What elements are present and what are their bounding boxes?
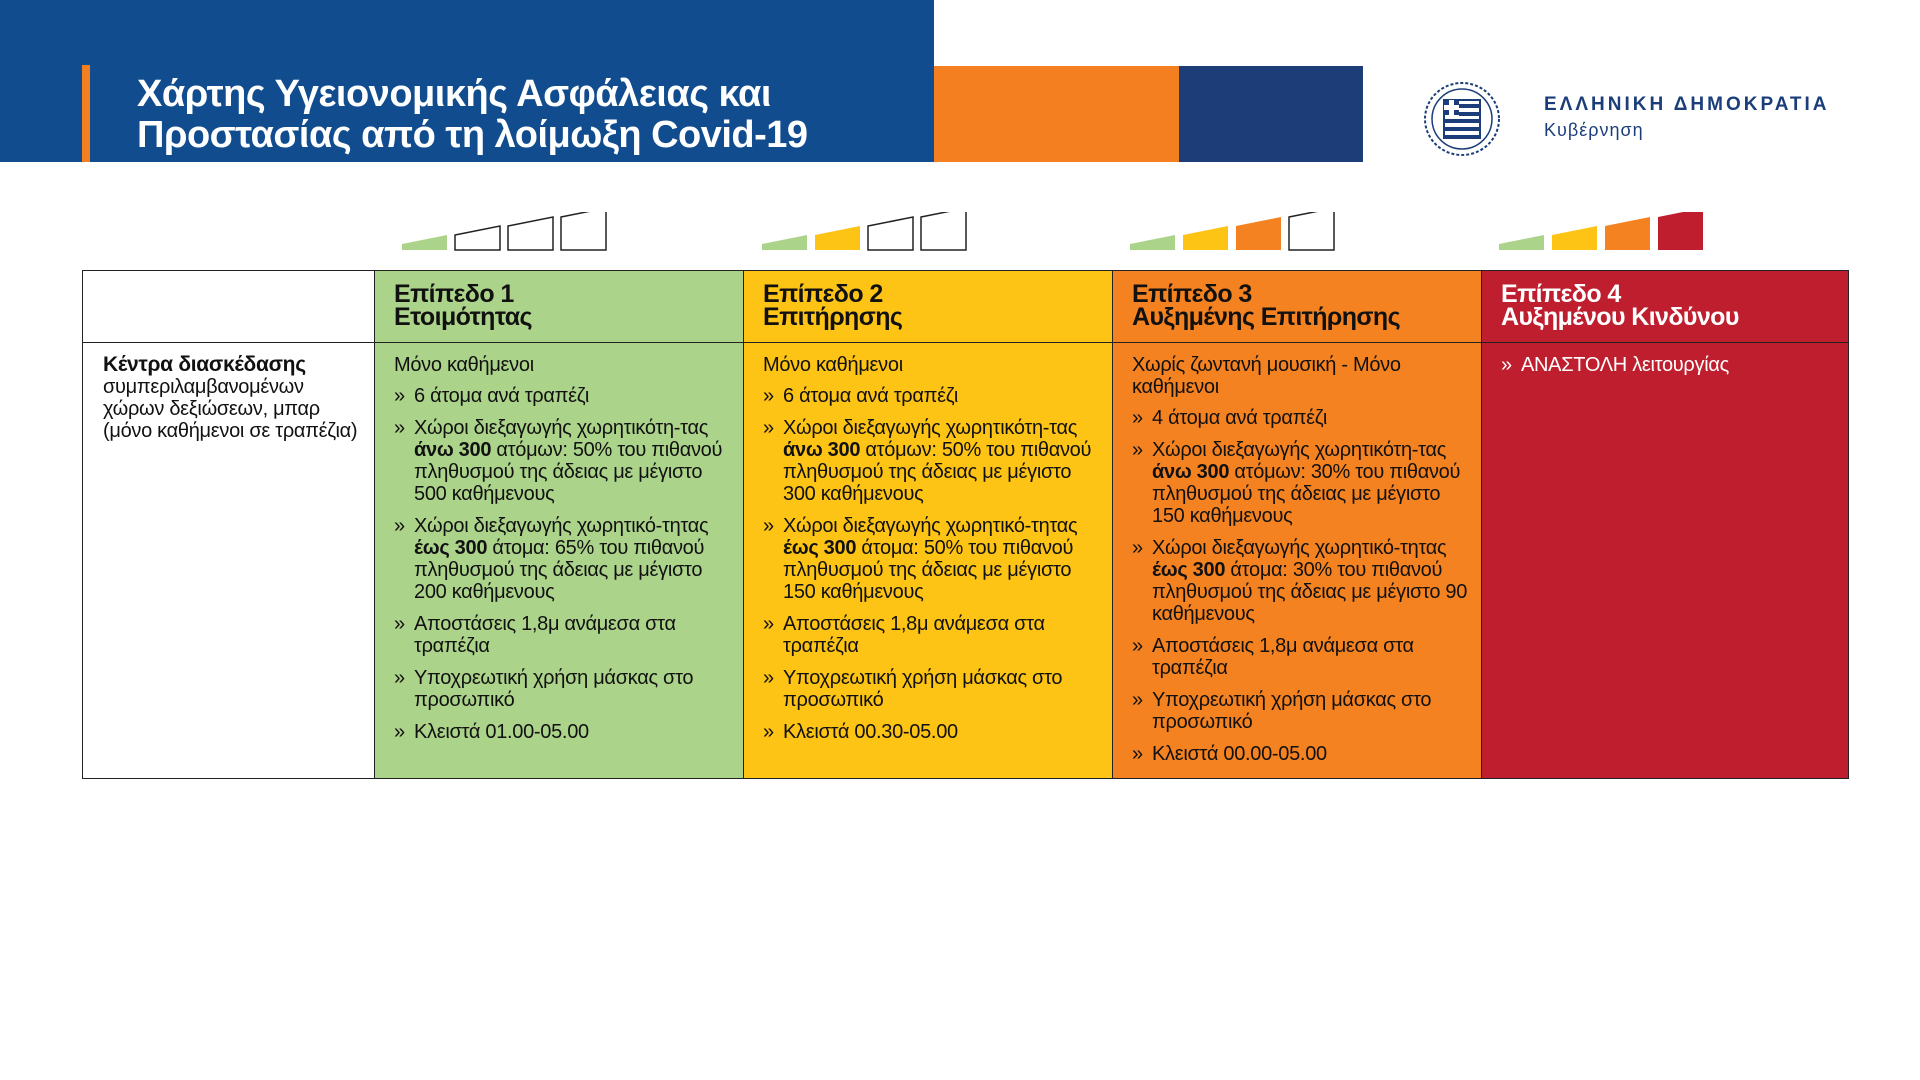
government-subtitle: Κυβέρνηση bbox=[1544, 120, 1644, 140]
level-4-column bbox=[1482, 271, 1848, 778]
indicator-step bbox=[1236, 217, 1281, 250]
level-indicator-svg bbox=[1497, 212, 1707, 252]
measure-item bbox=[1132, 689, 1471, 733]
measure-item bbox=[763, 667, 1102, 711]
measure-item bbox=[763, 721, 1102, 743]
level-subtitle: Επιτήρησης bbox=[763, 303, 903, 331]
measure-text: ΑΝΑΣΤΟΛΗ λειτουργίας bbox=[1521, 354, 1729, 376]
level-3-header bbox=[1113, 271, 1481, 343]
level-title: Επίπεδο 4 bbox=[1501, 280, 1621, 308]
bullet-icon: » bbox=[763, 515, 774, 537]
bullet-icon: » bbox=[763, 667, 774, 689]
level-4-header bbox=[1482, 271, 1848, 343]
level-2-header bbox=[744, 271, 1112, 343]
measure-text: Χώροι διεξαγωγής χωρητικό-τητας bbox=[783, 515, 1078, 537]
level-indicator-svg bbox=[400, 212, 610, 252]
bullet-icon: » bbox=[1132, 689, 1143, 711]
measure-emphasis: έως 300 bbox=[1152, 559, 1226, 581]
level-indicator-svg bbox=[1128, 212, 1338, 252]
category-title: Κέντρα διασκέδασης bbox=[103, 353, 306, 376]
measure-item bbox=[394, 417, 733, 505]
title-accent-bar bbox=[82, 65, 90, 162]
indicator-step bbox=[1552, 226, 1597, 250]
measure-emphasis: άνω 300 bbox=[783, 439, 861, 461]
measures-table bbox=[82, 270, 1849, 779]
measure-emphasis: άνω 300 bbox=[1152, 461, 1230, 483]
page-title-line1: Χάρτης Υγειονομικής Ασφάλειας και bbox=[137, 73, 771, 115]
bullet-icon: » bbox=[1132, 407, 1143, 429]
level-title: Επίπεδο 2 bbox=[763, 280, 883, 308]
level-1-measures bbox=[375, 343, 743, 743]
page-title bbox=[137, 74, 927, 156]
indicator-step bbox=[868, 217, 913, 250]
measure-text: Χώροι διεξαγωγής χωρητικότη-τας bbox=[1152, 439, 1447, 461]
measure-text: Κλειστά 00.30-05.00 bbox=[783, 721, 958, 743]
level-4-measures bbox=[1482, 343, 1848, 376]
level-subtitle: Αυξημένου Κινδύνου bbox=[1501, 303, 1739, 331]
measure-item bbox=[763, 385, 1102, 407]
bullet-icon: » bbox=[394, 721, 405, 743]
measure-text: Υποχρεωτική χρήση μάσκας στο προσωπικό bbox=[1152, 689, 1432, 733]
measure-item bbox=[1132, 407, 1471, 429]
indicator-step bbox=[921, 212, 966, 250]
bullet-icon: » bbox=[394, 613, 405, 635]
level-subtitle: Ετοιμότητας bbox=[394, 303, 532, 331]
level-1-column bbox=[375, 271, 744, 778]
level-2-measures bbox=[744, 343, 1112, 743]
measure-text: Υποχρεωτική χρήση μάσκας στο προσωπικό bbox=[783, 667, 1063, 711]
indicator-step bbox=[815, 226, 860, 250]
header-orange-block bbox=[934, 66, 1179, 162]
measure-item bbox=[1132, 439, 1471, 527]
measure-text: Χώροι διεξαγωγής χωρητικότη-τας bbox=[783, 417, 1078, 439]
level-2-column bbox=[744, 271, 1113, 778]
measure-item bbox=[763, 417, 1102, 505]
level-title: Επίπεδο 1 bbox=[394, 280, 514, 308]
measure-item bbox=[763, 613, 1102, 657]
indicator-step bbox=[1605, 217, 1650, 250]
measure-text: Χώροι διεξαγωγής χωρητικό-τητας bbox=[414, 515, 709, 537]
measure-item bbox=[394, 515, 733, 603]
measure-item bbox=[394, 385, 733, 407]
measure-item bbox=[394, 667, 733, 711]
bullet-icon: » bbox=[763, 385, 774, 407]
indicator-step bbox=[455, 226, 500, 250]
indicator-step bbox=[1658, 212, 1703, 250]
category-header-cell bbox=[83, 271, 374, 343]
measure-item bbox=[394, 613, 733, 657]
level-3-measures bbox=[1113, 343, 1481, 765]
indicator-step bbox=[1289, 212, 1334, 250]
bullet-icon: » bbox=[1132, 743, 1143, 765]
level-3-indicator bbox=[1128, 212, 1338, 252]
government-logo bbox=[1422, 80, 1882, 158]
measure-text: 4 άτομα ανά τραπέζι bbox=[1152, 407, 1328, 429]
measure-text-cont: άτομα: 50% του πιθανού πληθυσμού της άδειας με μέγιστο 150 καθήμενους bbox=[783, 537, 1074, 603]
greek-emblem-icon bbox=[1422, 80, 1502, 158]
measure-text-cont: ατόμων: 30% του πιθανού πληθυσμού της άδειας με μέγιστο 150 καθήμενους bbox=[1152, 461, 1461, 527]
indicator-step bbox=[762, 235, 807, 250]
measure-item bbox=[1501, 354, 1838, 376]
measure-intro: Χωρίς ζωντανή μουσική - Μόνο καθήμενοι bbox=[1132, 354, 1401, 398]
level-1-indicator bbox=[400, 212, 610, 252]
bullet-icon: » bbox=[1132, 439, 1143, 461]
measure-item bbox=[1132, 743, 1471, 765]
measure-intro: Μόνο καθήμενοι bbox=[763, 354, 903, 376]
measure-text: Κλειστά 00.00-05.00 bbox=[1152, 743, 1327, 765]
measure-text: Αποστάσεις 1,8μ ανάμεσα στα τραπέζια bbox=[414, 613, 676, 657]
measure-text-cont: ατόμων: 50% του πιθανού πληθυσμού της άδειας με μέγιστο 300 καθήμενους bbox=[783, 439, 1092, 505]
level-4-indicator bbox=[1497, 212, 1707, 252]
measure-emphasis: άνω 300 bbox=[414, 439, 492, 461]
measure-item bbox=[1132, 635, 1471, 679]
measure-item bbox=[763, 515, 1102, 603]
bullet-icon: » bbox=[1132, 635, 1143, 657]
indicator-step bbox=[402, 235, 447, 250]
indicator-step bbox=[561, 212, 606, 250]
measure-text: Χώροι διεξαγωγής χωρητικότη-τας bbox=[414, 417, 709, 439]
measure-item bbox=[1132, 537, 1471, 625]
measure-emphasis: έως 300 bbox=[414, 537, 488, 559]
measure-text: 6 άτομα ανά τραπέζι bbox=[783, 385, 959, 407]
page-title-line2: Προστασίας από τη λοίμωξη Covid-19 bbox=[137, 114, 808, 156]
level-indicator-svg bbox=[760, 212, 970, 252]
bullet-icon: » bbox=[394, 385, 405, 407]
level-2-indicator bbox=[760, 212, 970, 252]
bullet-icon: » bbox=[394, 515, 405, 537]
bullet-icon: » bbox=[394, 667, 405, 689]
indicator-step bbox=[1183, 226, 1228, 250]
level-3-column bbox=[1113, 271, 1482, 778]
measure-text: Αποστάσεις 1,8μ ανάμεσα στα τραπέζια bbox=[1152, 635, 1414, 679]
government-name: ΕΛΛΗΝΙΚΗ ΔΗΜΟΚΡΑΤΙΑ bbox=[1544, 94, 1830, 115]
measure-text-cont: άτομα: 65% του πιθανού πληθυσμού της άδειας με μέγιστο 200 καθήμενους bbox=[414, 537, 705, 603]
category-cell bbox=[83, 343, 374, 442]
bullet-icon: » bbox=[394, 417, 405, 439]
bullet-icon: » bbox=[1501, 354, 1512, 376]
measure-text: Χώροι διεξαγωγής χωρητικό-τητας bbox=[1152, 537, 1447, 559]
level-subtitle: Αυξημένης Επιτήρησης bbox=[1132, 303, 1401, 331]
measure-text-cont: ατόμων: 50% του πιθανού πληθυσμού της άδειας με μέγιστο 500 καθήμενους bbox=[414, 439, 723, 505]
indicator-step bbox=[1499, 235, 1544, 250]
header-navy-block bbox=[1179, 66, 1363, 162]
category-description: συμπεριλαμβανομένων χώρων δεξιώσεων, μπαρ (μόνο καθήμενοι σε τραπέζια) bbox=[103, 376, 358, 442]
measure-text: 6 άτομα ανά τραπέζι bbox=[414, 385, 590, 407]
level-1-header bbox=[375, 271, 743, 343]
bullet-icon: » bbox=[763, 721, 774, 743]
indicator-step bbox=[1130, 235, 1175, 250]
bullet-icon: » bbox=[1132, 537, 1143, 559]
measure-emphasis: έως 300 bbox=[783, 537, 857, 559]
indicator-step bbox=[508, 217, 553, 250]
measure-item bbox=[394, 721, 733, 743]
measure-text: Κλειστά 01.00-05.00 bbox=[414, 721, 589, 743]
measure-intro: Μόνο καθήμενοι bbox=[394, 354, 534, 376]
measure-text: Υποχρεωτική χρήση μάσκας στο προσωπικό bbox=[414, 667, 694, 711]
measure-text-cont: άτομα: 30% του πιθανού πληθυσμού της άδειας με μέγιστο 90 καθήμενους bbox=[1152, 559, 1468, 625]
category-column bbox=[83, 271, 375, 778]
bullet-icon: » bbox=[763, 417, 774, 439]
bullet-icon: » bbox=[763, 613, 774, 635]
measure-text: Αποστάσεις 1,8μ ανάμεσα στα τραπέζια bbox=[783, 613, 1045, 657]
level-title: Επίπεδο 3 bbox=[1132, 280, 1252, 308]
